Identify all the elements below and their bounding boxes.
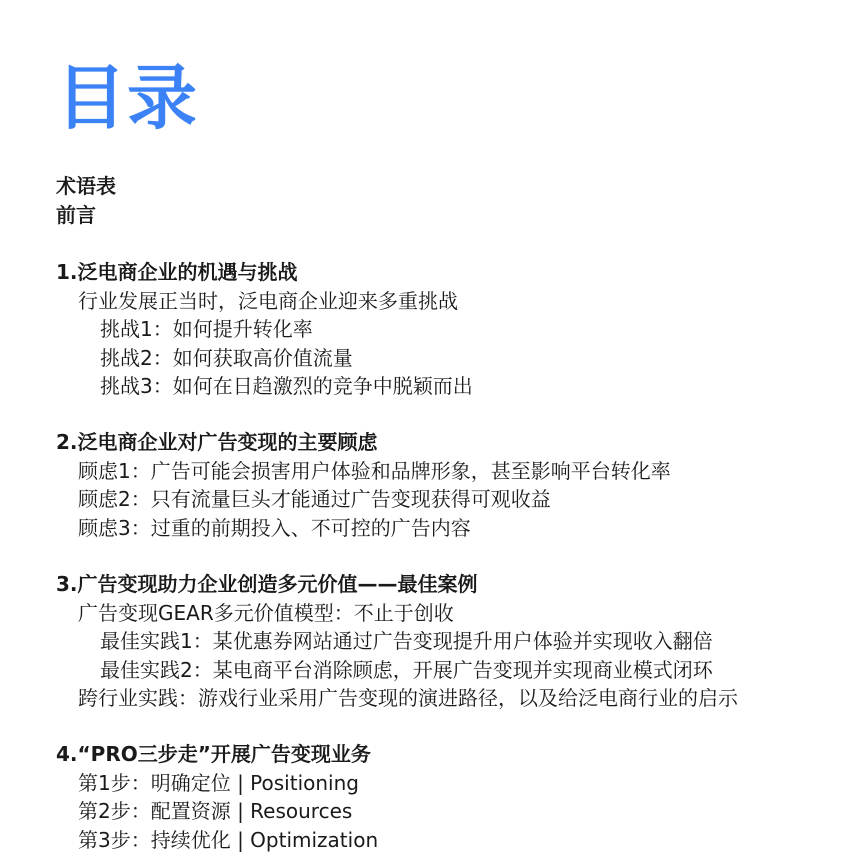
toc-item[interactable]: 广告变现GEAR多元价值模型：不止于创收 xyxy=(78,600,454,625)
toc-item[interactable]: 顾虑3：过重的前期投入、不可控的广告内容 xyxy=(78,515,471,540)
toc-subitem[interactable]: 最佳实践2：某电商平台消除顾虑，开展广告变现并实现商业模式闭环 xyxy=(100,657,713,682)
section-heading[interactable]: 1.泛电商企业的机遇与挑战 xyxy=(56,260,298,284)
toc-section-3 xyxy=(56,570,738,713)
toc-subitem[interactable]: 挑战1：如何提升转化率 xyxy=(100,317,313,341)
toc-section-4 xyxy=(56,740,378,854)
page-title: 目录 xyxy=(56,57,198,139)
front-matter xyxy=(56,172,116,229)
toc-item[interactable]: 跨行业实践：游戏行业采用广告变现的演进路径，以及给泛电商行业的启示 xyxy=(78,686,738,710)
toc-item[interactable]: 第2步：配置资源 | Resources xyxy=(78,799,353,823)
toc-subitem[interactable]: 挑战3：如何在日趋激烈的竞争中脱颖而出 xyxy=(100,374,473,398)
preface-link[interactable]: 前言 xyxy=(56,202,96,227)
toc-item[interactable]: 第1步：明确定位 | Positioning xyxy=(78,770,359,795)
glossary-link[interactable]: 术语表 xyxy=(56,174,116,198)
toc-item[interactable]: 行业发展正当时，泛电商企业迎来多重挑战 xyxy=(78,288,458,313)
toc-item[interactable]: 顾虑2：只有流量巨头才能通过广告变现获得可观收益 xyxy=(78,487,551,511)
toc-section-1 xyxy=(56,258,473,401)
toc-subitem[interactable]: 最佳实践1：某优惠券网站通过广告变现提升用户体验并实现收入翻倍 xyxy=(100,629,713,653)
toc-item[interactable]: 第3步：持续优化 | Optimization xyxy=(78,827,379,852)
section-heading[interactable]: 3.广告变现助力企业创造多元价值——最佳案例 xyxy=(56,572,478,596)
toc-section-2 xyxy=(56,428,671,542)
section-heading[interactable]: 2.泛电商企业对广告变现的主要顾虑 xyxy=(56,430,378,454)
section-heading[interactable]: 4.“PRO三步走”开展广告变现业务 xyxy=(56,742,371,766)
toc-subitem[interactable]: 挑战2：如何获取高价值流量 xyxy=(100,345,353,370)
toc-item[interactable]: 顾虑1：广告可能会损害用户体验和品牌形象，甚至影响平台转化率 xyxy=(78,458,671,483)
